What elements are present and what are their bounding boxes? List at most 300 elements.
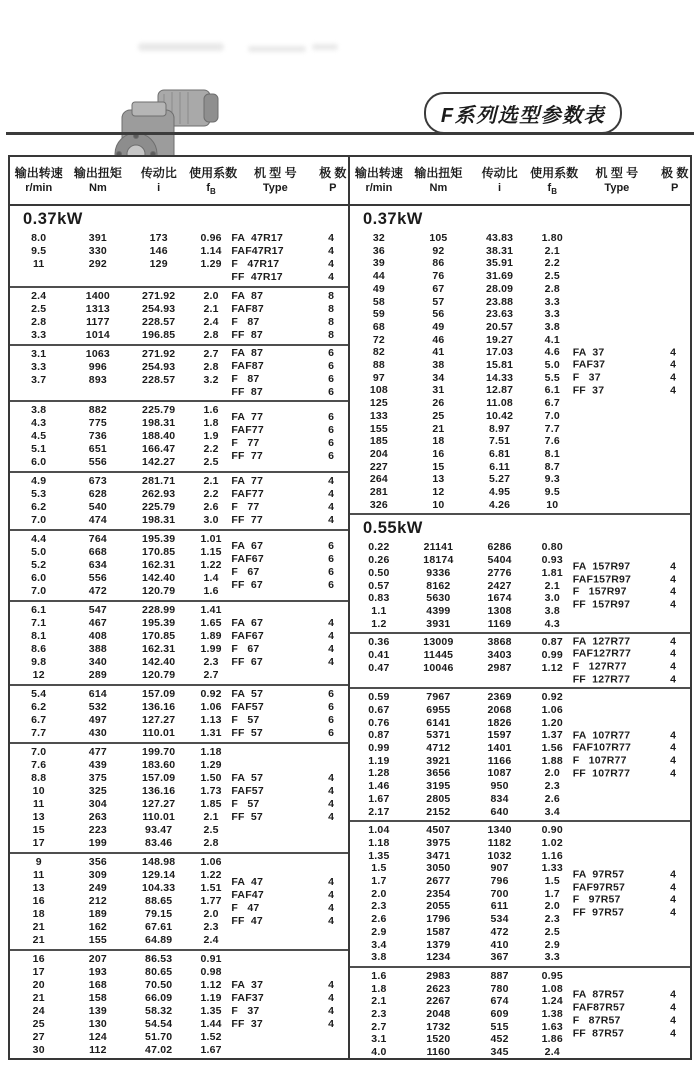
table-cell: 834 xyxy=(490,792,509,805)
table-row xyxy=(350,270,690,283)
table-cell: 4399 xyxy=(426,604,451,617)
type-row xyxy=(573,869,688,882)
type-model: FF 87R57 xyxy=(572,1027,625,1040)
parameter-block xyxy=(350,230,690,513)
table-cell: 254.93 xyxy=(142,303,176,315)
type-row xyxy=(231,386,346,399)
table-cell: 38.31 xyxy=(485,244,514,257)
table-cell: 112 xyxy=(89,1044,107,1056)
table-cell: 3.4 xyxy=(371,938,387,951)
type-row xyxy=(573,586,688,599)
table-cell: 2.0 xyxy=(203,290,219,302)
table-cell: 3403 xyxy=(487,649,512,662)
table-row xyxy=(350,806,690,819)
table-cell: 3.3 xyxy=(31,329,47,341)
type-model: F 87R57 xyxy=(572,1014,621,1027)
table-cell: 1.19 xyxy=(368,754,390,767)
table-cell: 21141 xyxy=(423,541,454,554)
table-cell: 80.65 xyxy=(145,966,173,978)
table-row xyxy=(350,837,690,850)
table-cell: 2.8 xyxy=(544,282,560,295)
table-cell: 2.1 xyxy=(544,579,560,592)
table-cell: 16 xyxy=(32,953,45,965)
type-model: FAF127R77 xyxy=(572,648,632,661)
type-row xyxy=(231,424,346,437)
column-header xyxy=(469,164,530,196)
table-cell: 199.70 xyxy=(142,746,176,758)
type-row xyxy=(231,450,346,463)
table-cell: 309 xyxy=(88,869,107,881)
table-cell: 1597 xyxy=(487,729,512,742)
poles-value: 4 xyxy=(328,488,334,500)
table-row xyxy=(10,953,348,966)
table-row xyxy=(10,669,348,682)
column-header-unit: Nm xyxy=(89,182,107,195)
table-row xyxy=(350,850,690,863)
table-cell: 1.41 xyxy=(200,604,222,616)
table-row xyxy=(350,793,690,806)
table-cell: 142.40 xyxy=(142,656,176,668)
table-cell: 162.31 xyxy=(142,559,176,571)
table-cell: 452 xyxy=(490,1033,509,1046)
poles-value: 6 xyxy=(328,386,334,398)
table-cell: 157.09 xyxy=(142,772,176,784)
table-cell: 199 xyxy=(88,837,107,849)
table-cell: 16 xyxy=(32,895,45,907)
table-cell: 20 xyxy=(32,979,45,991)
table-cell: 3975 xyxy=(426,836,451,849)
table-cell: 92 xyxy=(432,244,445,257)
column-header-cn: 使用系数 xyxy=(530,166,579,181)
type-row xyxy=(573,742,688,755)
table-cell: 9336 xyxy=(426,566,451,579)
table-cell: 1.52 xyxy=(200,1031,222,1043)
table-row xyxy=(350,618,690,631)
table-cell: 46 xyxy=(432,333,445,346)
table-cell: 2.4 xyxy=(203,934,219,946)
type-model: FF 127R77 xyxy=(572,673,631,686)
table-cell: 25 xyxy=(432,409,445,422)
table-cell: 1166 xyxy=(487,754,512,767)
table-cell: 4.3 xyxy=(544,617,560,630)
table-cell: 207 xyxy=(88,953,107,965)
table-cell: 136.16 xyxy=(142,701,176,713)
table-cell: 110.01 xyxy=(142,727,176,739)
type-model: FA 87 xyxy=(231,347,264,359)
table-cell: 41 xyxy=(432,346,445,359)
table-row xyxy=(350,283,690,296)
type-row xyxy=(231,630,346,643)
table-cell: 6.7 xyxy=(544,397,560,410)
table-cell: 5630 xyxy=(426,592,451,605)
table-cell: 1.20 xyxy=(541,716,563,729)
column-header-unit: Type xyxy=(604,182,630,195)
table-cell: 8.8 xyxy=(31,772,47,784)
type-model: FA 127R77 xyxy=(572,635,631,648)
table-cell: 6.1 xyxy=(31,604,47,616)
table-cell: 1.8 xyxy=(203,417,219,429)
table-cell: 1160 xyxy=(426,1046,451,1058)
type-model: F 87 xyxy=(231,373,260,385)
table-cell: 6.7 xyxy=(31,714,47,726)
table-row xyxy=(350,951,690,964)
table-cell: 68 xyxy=(372,320,385,333)
table-cell: 2987 xyxy=(487,661,512,674)
poles-value: 4 xyxy=(328,1005,334,1017)
table-cell: 1.6 xyxy=(203,585,219,597)
type-model: FA 87R57 xyxy=(572,989,625,1001)
table-cell: 2.9 xyxy=(544,938,560,951)
table-cell: 3868 xyxy=(487,636,512,649)
table-row xyxy=(350,397,690,410)
type-model: F 37 xyxy=(231,1005,260,1017)
poles-value: 6 xyxy=(328,552,334,565)
type-list xyxy=(573,635,688,686)
table-cell: 2354 xyxy=(426,887,451,900)
column-header-unit-sub: B xyxy=(551,187,557,197)
scan-smudge xyxy=(138,43,224,51)
table-cell: 304 xyxy=(88,798,107,810)
poles-value: 4 xyxy=(328,245,334,257)
table-cell: 673 xyxy=(88,475,107,487)
table-cell: 225.79 xyxy=(142,404,176,416)
table-cell: 6.0 xyxy=(31,456,47,468)
table-row xyxy=(350,461,690,474)
type-row xyxy=(231,915,346,928)
poles-value: 8 xyxy=(328,329,334,341)
table-cell: 1520 xyxy=(426,1033,451,1046)
table-cell: 497 xyxy=(88,714,107,726)
table-cell: 281 xyxy=(369,486,388,499)
poles-value: 4 xyxy=(670,1014,676,1027)
table-cell: 1.7 xyxy=(371,875,387,888)
table-cell: 1796 xyxy=(426,913,451,926)
table-cell: 56 xyxy=(432,308,445,321)
table-cell: 6.2 xyxy=(31,701,47,713)
table-cell: 439 xyxy=(88,759,107,771)
poles-value: 4 xyxy=(670,598,676,611)
table-cell: 9.5 xyxy=(31,245,47,257)
table-cell: 21 xyxy=(32,992,45,1004)
table-cell: 17.03 xyxy=(485,346,514,359)
type-model: FF 37 xyxy=(231,1018,263,1030)
table-cell: 1.04 xyxy=(368,824,390,837)
table-cell: 1.81 xyxy=(541,566,563,579)
table-cell: 1379 xyxy=(426,938,451,951)
table-cell: 2.1 xyxy=(203,475,219,487)
table-cell: 0.92 xyxy=(541,691,563,704)
table-cell: 430 xyxy=(88,727,107,739)
table-cell: 2983 xyxy=(426,969,451,982)
poles-value: 4 xyxy=(328,271,334,283)
column-header xyxy=(350,164,408,196)
poles-value: 4 xyxy=(328,888,334,901)
table-cell: 13 xyxy=(32,882,45,894)
column-header xyxy=(233,164,318,196)
table-cell: 2.3 xyxy=(371,1008,387,1021)
table-cell: 228.57 xyxy=(142,374,176,386)
table-cell: 1.80 xyxy=(541,232,563,244)
type-row xyxy=(231,501,346,514)
poles-value: 4 xyxy=(670,742,676,754)
type-model: FAF77 xyxy=(231,423,264,436)
table-cell: 170.85 xyxy=(142,630,176,642)
table-cell: 796 xyxy=(490,875,509,888)
table-cell: 2.1 xyxy=(203,811,219,823)
table-cell: 11 xyxy=(32,258,45,270)
type-list xyxy=(573,729,688,780)
table-cell: 0.87 xyxy=(541,636,563,649)
poles-value: 4 xyxy=(670,359,676,372)
table-cell: 1.67 xyxy=(200,1044,222,1056)
type-list xyxy=(573,869,688,920)
table-row xyxy=(350,448,690,461)
table-cell: 1.38 xyxy=(541,1008,563,1021)
type-row xyxy=(231,701,346,714)
table-cell: 26 xyxy=(432,397,445,410)
table-cell: 7.6 xyxy=(544,435,560,448)
table-cell: 1400 xyxy=(85,290,110,302)
table-cell: 157.09 xyxy=(142,688,176,700)
type-row xyxy=(231,902,346,915)
table-cell: 2.1 xyxy=(371,995,387,1008)
table-cell: 1177 xyxy=(86,316,110,328)
table-cell: 146 xyxy=(149,245,168,257)
table-cell: 5.0 xyxy=(544,359,560,372)
table-cell: 2.5 xyxy=(31,303,47,315)
poles-value: 4 xyxy=(670,371,676,384)
table-cell: 2776 xyxy=(487,566,512,579)
table-cell: 72 xyxy=(372,333,385,346)
type-row xyxy=(231,798,346,811)
table-cell: 7.7 xyxy=(31,727,47,739)
type-row xyxy=(231,553,346,566)
type-list xyxy=(231,411,346,463)
table-cell: 3.3 xyxy=(544,295,560,308)
table-row xyxy=(10,966,348,979)
type-model: FF 157R97 xyxy=(572,598,631,611)
table-cell: 249 xyxy=(88,882,107,894)
table-cell: 1.06 xyxy=(200,701,222,713)
table-cell: 1.86 xyxy=(541,1033,563,1046)
table-cell: 1.08 xyxy=(541,982,563,995)
table-cell: 764 xyxy=(88,533,107,545)
type-model: F 57 xyxy=(231,714,260,726)
table-cell: 2.1 xyxy=(203,303,219,315)
table-cell: 2.6 xyxy=(544,792,560,805)
series-title-badge xyxy=(424,92,622,134)
table-cell: 3.0 xyxy=(203,514,219,526)
poles-value: 6 xyxy=(328,578,334,591)
power-rating-label: 0.55kW xyxy=(363,519,423,538)
table-cell: 1732 xyxy=(426,1020,451,1033)
type-model: FA 57 xyxy=(231,688,264,700)
table-cell: 2677 xyxy=(426,875,451,888)
type-model: F 157R97 xyxy=(572,585,627,598)
table-cell: 345 xyxy=(490,1046,509,1058)
table-cell: 10 xyxy=(432,498,445,511)
table-cell: 127.27 xyxy=(142,798,176,810)
table-cell: 142.27 xyxy=(142,456,176,468)
type-list xyxy=(231,617,346,669)
table-cell: 356 xyxy=(88,856,107,868)
table-cell: 640 xyxy=(490,805,509,818)
column-header xyxy=(530,164,579,197)
type-row xyxy=(573,384,688,397)
table-cell: 1.16 xyxy=(541,849,563,862)
poles-value: 4 xyxy=(670,346,676,359)
table-cell: 611 xyxy=(490,900,509,913)
table-cell: 1063 xyxy=(85,348,110,360)
table-cell: 3.1 xyxy=(371,1033,387,1046)
type-row xyxy=(573,372,688,385)
table-cell: 1.14 xyxy=(200,245,222,257)
type-model: FF 87 xyxy=(231,329,263,341)
table-cell: 23.88 xyxy=(485,295,514,308)
table-cell: 0.41 xyxy=(368,649,390,662)
table-cell: 79.15 xyxy=(145,908,173,920)
table-cell: 1.51 xyxy=(200,882,222,894)
table-cell: 887 xyxy=(490,969,509,982)
parameter-block xyxy=(10,529,348,600)
table-cell: 1087 xyxy=(487,767,512,780)
table-row xyxy=(350,939,690,952)
table-cell: 2048 xyxy=(426,1008,451,1021)
table-cell: 408 xyxy=(88,630,107,642)
table-cell: 1.6 xyxy=(371,969,387,982)
table-cell: 155 xyxy=(88,934,107,946)
table-cell: 1674 xyxy=(487,592,512,605)
type-model: FAF47 xyxy=(231,888,264,901)
table-row xyxy=(350,435,690,448)
table-cell: 0.57 xyxy=(368,579,390,592)
table-cell: 198.31 xyxy=(142,417,176,429)
table-cell: 1.06 xyxy=(541,703,563,716)
type-row xyxy=(231,303,346,316)
table-cell: 93.47 xyxy=(145,824,173,836)
table-cell: 6.81 xyxy=(488,447,511,460)
table-cell: 264 xyxy=(369,473,388,486)
column-header-cn: 极 数 xyxy=(660,166,689,181)
poles-value: 6 xyxy=(328,701,334,713)
table-cell: 2.0 xyxy=(544,900,560,913)
type-list xyxy=(573,989,688,1040)
poles-value: 4 xyxy=(328,992,334,1004)
table-cell: 15.81 xyxy=(485,359,514,372)
poles-value: 4 xyxy=(670,384,676,397)
table-cell: 634 xyxy=(88,559,107,571)
table-cell: 1.22 xyxy=(200,559,222,571)
table-cell: 0.26 xyxy=(368,554,390,567)
type-model: FF 97R57 xyxy=(572,906,625,919)
table-cell: 534 xyxy=(490,913,509,926)
poles-value: 6 xyxy=(328,688,334,700)
type-model: FA 97R57 xyxy=(572,868,625,881)
table-cell: 162 xyxy=(88,921,107,933)
table-cell: 1.1 xyxy=(371,604,387,617)
table-cell: 3921 xyxy=(426,754,451,767)
type-list xyxy=(231,876,346,928)
table-cell: 2055 xyxy=(426,900,451,913)
table-cell: 330 xyxy=(88,245,107,257)
table-left-half xyxy=(10,206,350,1058)
table-cell: 130 xyxy=(88,1018,107,1030)
column-header-cn: 极 数 xyxy=(319,166,347,181)
table-cell: 0.76 xyxy=(368,716,390,729)
table-cell: 105 xyxy=(429,232,448,244)
table-cell: 1.5 xyxy=(544,875,560,888)
table-cell: 1.7 xyxy=(544,887,560,900)
type-row xyxy=(573,767,688,780)
table-cell: 540 xyxy=(88,501,107,513)
type-model: FAF47R17 xyxy=(231,245,284,257)
type-list xyxy=(573,346,688,397)
column-header-cn: 机 型 号 xyxy=(595,166,639,181)
column-header-cn: 输出扭矩 xyxy=(414,166,463,181)
column-header-unit: P xyxy=(670,182,679,195)
parameter-block xyxy=(10,286,348,344)
table-cell: 5404 xyxy=(487,554,512,567)
table-cell: 1308 xyxy=(487,604,512,617)
table-cell: 8.6 xyxy=(31,643,47,655)
table-cell: 3656 xyxy=(426,767,451,780)
type-row xyxy=(231,373,346,386)
type-row xyxy=(231,772,346,785)
table-cell: 110.01 xyxy=(142,811,176,823)
poles-value: 4 xyxy=(670,585,676,598)
table-row xyxy=(10,824,348,837)
type-model: FF 37 xyxy=(572,384,605,397)
table-cell: 9 xyxy=(35,856,42,868)
poles-value: 4 xyxy=(328,617,334,629)
type-model: FF 47R17 xyxy=(231,271,283,283)
type-list xyxy=(573,561,688,612)
table-row xyxy=(350,704,690,717)
column-header xyxy=(10,164,67,196)
type-row xyxy=(231,889,346,902)
table-cell: 1.89 xyxy=(200,630,222,642)
type-model: FA 157R97 xyxy=(572,560,631,573)
table-cell: 775 xyxy=(88,417,107,429)
table-cell: 195.39 xyxy=(142,533,176,545)
table-cell: 125 xyxy=(369,397,388,410)
type-model: F 77 xyxy=(231,436,260,449)
table-row xyxy=(350,308,690,321)
table-cell: 609 xyxy=(490,1008,509,1021)
table-cell: 556 xyxy=(88,456,107,468)
table-cell: 547 xyxy=(88,604,107,616)
table-cell: 0.91 xyxy=(200,953,222,965)
poles-value: 4 xyxy=(670,1001,676,1014)
poles-value: 4 xyxy=(328,630,334,642)
table-cell: 8.97 xyxy=(488,422,511,435)
table-row xyxy=(10,759,348,772)
table-cell: 189 xyxy=(88,908,107,920)
table-row xyxy=(350,334,690,347)
table-cell: 12 xyxy=(432,486,445,499)
table-cell: 893 xyxy=(88,374,107,386)
table-cell: 3471 xyxy=(426,849,451,862)
table-cell: 3195 xyxy=(426,780,451,793)
type-row xyxy=(231,258,346,271)
table-cell: 263 xyxy=(88,811,107,823)
type-model: FF 67 xyxy=(231,656,263,668)
scan-smudge xyxy=(248,46,306,52)
table-cell: 4507 xyxy=(426,824,451,837)
column-header-unit: $f_B$ xyxy=(206,182,216,197)
table-cell: 227 xyxy=(369,460,388,473)
type-list xyxy=(231,540,346,592)
